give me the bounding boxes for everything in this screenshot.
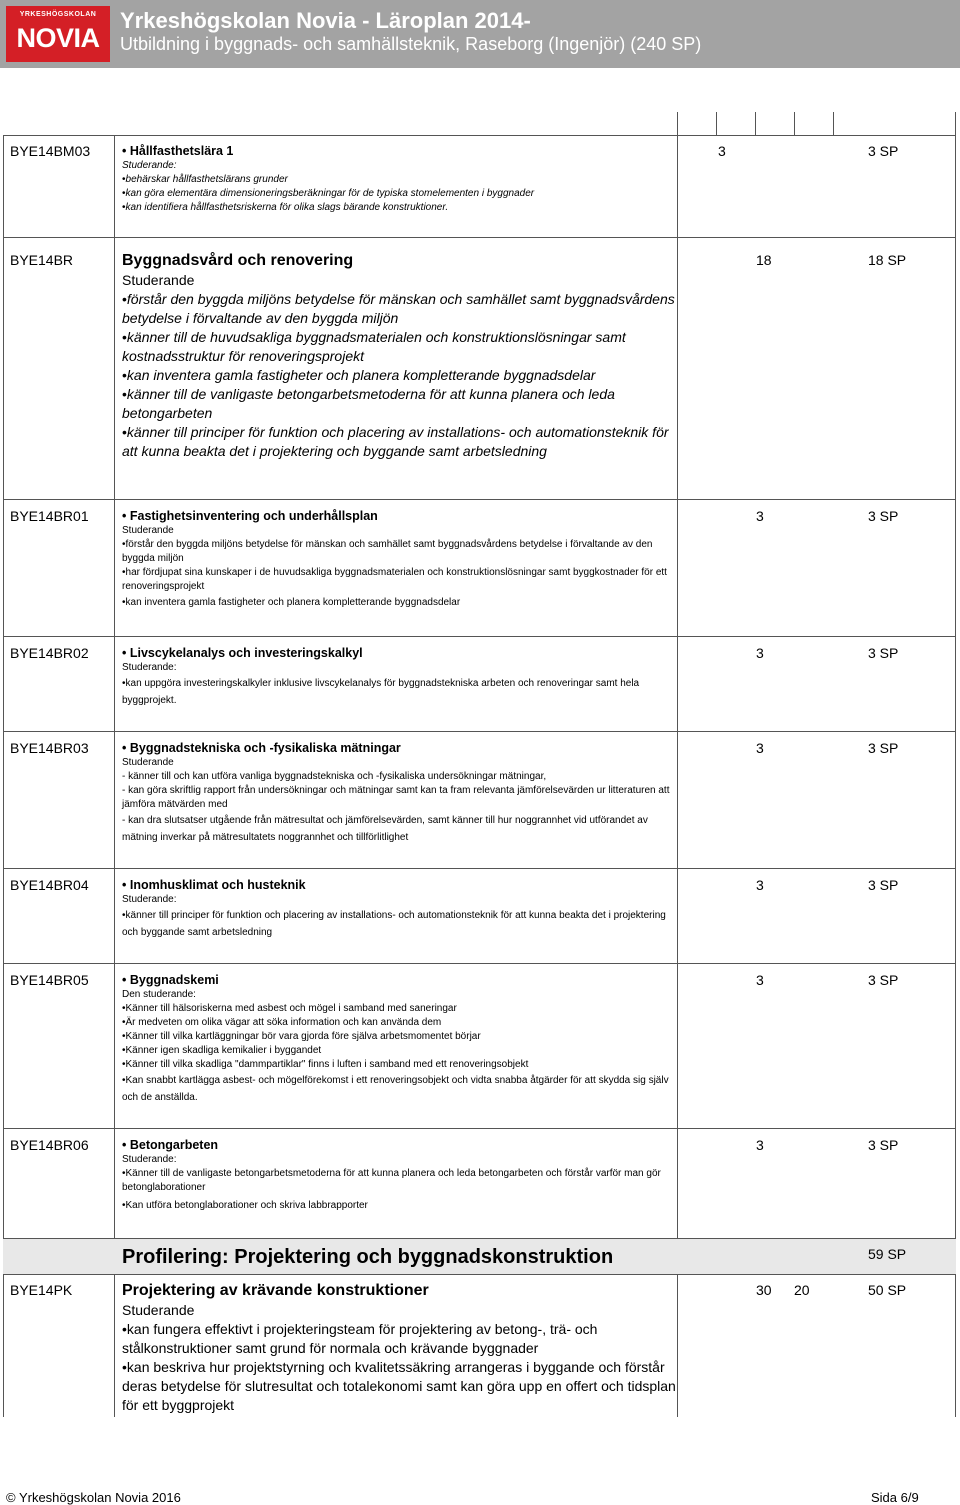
- course-title: Byggnadsvård och renovering: [122, 252, 354, 269]
- page-title: Yrkeshögskolan Novia - Läroplan 2014-: [120, 8, 531, 33]
- course-title: • Livscykelanalys och investeringskalkyl: [122, 645, 678, 661]
- learning-outcome: • Är medveten om olika vägar att söka information och kan använda dem: [122, 1016, 678, 1030]
- table-top-tick-6: [955, 112, 956, 136]
- course-description: [122, 143, 678, 215]
- credits-column-1: 3: [756, 740, 764, 756]
- course-code: BYE14BR06: [10, 1137, 89, 1153]
- learning-outcome: • kan inventera gamla fastigheter och planera kompletterande byggnadsdelar: [122, 366, 678, 385]
- credits-column-1: 3: [756, 508, 764, 524]
- learning-outcome: • Kan utföra betonglaborationer och skriva labbrapporter: [122, 1199, 678, 1213]
- learning-outcome: • känner till de vanligaste betongarbetsmetoderna för att kunna planera och leda betongarbeten: [122, 385, 678, 423]
- footer-copyright: © Yrkeshögskolan Novia 2016: [6, 1490, 181, 1505]
- row-divider: [3, 963, 956, 964]
- learning-outcome: • känner till de huvudsakliga byggnadsmaterialen och konstruktionslösningar samt kostnadsstruktur för renoveringsprojekt: [122, 328, 678, 366]
- course-description: [122, 251, 678, 461]
- course-title: • Betongarbeten: [122, 1137, 678, 1153]
- learning-outcome: • förstår den byggda miljöns betydelse för mänskan och samhället samt byggnadsvårdens betydelse i förvaltande av den byggda miljön: [122, 290, 678, 328]
- credits-column-1: 3: [756, 1137, 764, 1153]
- table-top-tick-2: [716, 112, 717, 136]
- page-subtitle: Utbildning i byggnads- och samhällsteknik, Raseborg (Ingenjör) (240 SP): [120, 34, 702, 54]
- learning-outcome: • Känner till hälsoriskerna med asbest och mögel i samband med saneringar: [122, 1002, 678, 1016]
- course-label: Den studerande:: [122, 989, 196, 1000]
- credits-total: 50 SP: [868, 1282, 907, 1298]
- table-top-tick-4: [794, 112, 795, 136]
- table-top-tick-3: [755, 112, 756, 136]
- course-code: BYE14PK: [10, 1282, 73, 1298]
- row-divider: [3, 731, 956, 732]
- course-label: Studerande:: [122, 662, 177, 673]
- course-code: BYE14BM03: [10, 143, 91, 159]
- course-label: Studerande:: [122, 894, 177, 905]
- course-title: • Hållfasthetslära 1: [122, 143, 678, 159]
- document-header: [0, 0, 960, 68]
- learning-outcome: • Kan snabbt kartlägga asbest- och mögelförekomst i ett renoveringsobjekt och vidta snabba åtgärder för att skydda sig själv och de anställda.: [122, 1072, 678, 1106]
- learning-outcome: - känner till och kan utföra vanliga byggnadstekniska och -fysikaliska undersökningar mätningar,: [122, 771, 547, 782]
- credits-total: 3 SP: [868, 645, 899, 661]
- row-divider: [3, 237, 956, 238]
- table-right-border: [955, 135, 956, 1417]
- course-description: [122, 1137, 678, 1213]
- credits-total: 18 SP: [868, 252, 907, 268]
- learning-outcome: • Känner igen skadliga kemikalier i byggandet: [122, 1044, 678, 1058]
- credits-column-1: 3: [756, 645, 764, 661]
- learning-outcome: • Känner till de vanligaste betongarbetsmetoderna för att kunna planera och leda betongarbeten och förstår varför man gör betonglaborationer: [122, 1167, 678, 1195]
- logo-big-text: NOVIA: [16, 23, 100, 53]
- course-code: BYE14BR04: [10, 877, 89, 893]
- learning-outcome: • kan identifiera hållfasthetsriskerna för olika slags bärande konstruktioner.: [122, 201, 678, 215]
- learning-outcome: • behärskar hållfasthetslärans grunder: [122, 173, 678, 187]
- learning-outcome: • Känner till vilka kartläggningar bör vara gjorda före själva arbetsmomentet börjar: [122, 1030, 678, 1044]
- row-divider: [3, 1238, 956, 1239]
- learning-outcome: • kan fungera effektivt i projekteringsteam för projektering av betong-, trä- och stålkonstruktioner samt grund för normala och krävande byggnader: [122, 1320, 678, 1358]
- course-label: Studerande: [122, 525, 174, 536]
- course-label: Studerande: [122, 1302, 195, 1318]
- course-code: BYE14BR03: [10, 740, 89, 756]
- credits-total: 3 SP: [868, 877, 899, 893]
- credits-total: 3 SP: [868, 740, 899, 756]
- credits-column-1: 30: [756, 1282, 772, 1298]
- course-code: BYE14BR02: [10, 645, 89, 661]
- row-divider: [3, 868, 956, 869]
- credits-total: 3 SP: [868, 508, 899, 524]
- credits-column-1: 18: [756, 252, 772, 268]
- course-label: Studerande: [122, 757, 174, 768]
- row-divider: [3, 1128, 956, 1129]
- learning-outcome: • har fördjupat sina kunskaper i de huvudsakliga byggnadsmaterialen och konstruktionslösningar samt byggkostnader för ett renoveringsprojekt: [122, 566, 678, 594]
- learning-outcome: • kan beskriva hur projektstyrning och kvalitetssäkring arrangeras i byggande och förstår deras betydelse för slutresultat och totalekonomi samt kan göra upp en offert och tidsplan för ett byggprojekt: [122, 1358, 678, 1415]
- course-label: Studerande: [122, 272, 195, 288]
- row-divider: [3, 135, 956, 136]
- learning-outcome: • kan göra elementära dimensioneringsberäkningar för de typiska stomelementen i byggnader: [122, 187, 678, 201]
- credits-total: 3 SP: [868, 972, 899, 988]
- row-divider: [3, 636, 956, 637]
- course-description: [122, 508, 678, 610]
- course-label: Studerande:: [122, 1154, 177, 1165]
- learning-outcome: - kan göra skriftlig rapport från undersökningar och mätningar samt kan ta fram relevanta jämförelsevärden ur litteraturen att jämföra mätvärden med: [122, 785, 670, 810]
- learning-outcome: • förstår den byggda miljöns betydelse för mänskan och samhället samt byggnadsvårdens betydelse i förvaltande av den byggda miljön: [122, 538, 678, 566]
- course-title: • Fastighetsinventering och underhållsplan: [122, 508, 678, 524]
- table-top-left-tick: [677, 112, 678, 136]
- credits-column-2: 20: [794, 1282, 810, 1298]
- row-divider: [3, 499, 956, 500]
- course-code: BYE14BR: [10, 252, 74, 268]
- course-title: • Byggnadstekniska och -fysikaliska mätningar: [122, 740, 678, 756]
- page-number: Sida 6/9: [871, 1490, 919, 1505]
- credits-total: 3 SP: [868, 1137, 899, 1153]
- logo-small-text: YRKESHÖGSKOLAN: [19, 11, 97, 18]
- course-title: Projektering av krävande konstruktioner: [122, 1282, 429, 1299]
- credits-column-1: 3: [756, 877, 764, 893]
- course-code: BYE14BR05: [10, 972, 89, 988]
- table-top-tick-5: [833, 112, 834, 136]
- credits-column-1: 3: [718, 143, 726, 159]
- learning-outcome: • kan uppgöra investeringskalkyler inklusive livscykelanalys för byggnadstekniska arbeten och renoveringar samt hela byggprojekt.: [122, 675, 678, 709]
- learning-outcome: • känner till principer för funktion och placering av installations- och automationsteknik för att kunna beakta det i projektering och byggande samt arbetsledning: [122, 907, 678, 941]
- course-description: [122, 740, 678, 846]
- table-left-border: [3, 135, 4, 1417]
- course-description: [122, 645, 678, 709]
- course-label: Studerande:: [122, 160, 177, 171]
- learning-outcome: • Känner till vilka skadliga "dammpartiklar" finns i luften i samband med ett renoveringsobjekt: [122, 1058, 678, 1072]
- novia-logo: [6, 6, 110, 62]
- course-description: [122, 972, 678, 1106]
- course-code: BYE14BR01: [10, 508, 89, 524]
- learning-outcome: • känner till principer för funktion och placering av installations- och automationsteknik för att kunna beakta det i projektering och byggande samt arbetsledning: [122, 423, 678, 461]
- course-description: [122, 877, 678, 941]
- course-title: • Inomhusklimat och husteknik: [122, 877, 678, 893]
- course-title: • Byggnadskemi: [122, 972, 678, 988]
- profilering-title: Profilering: Projektering och byggnadskonstruktion: [122, 1246, 614, 1268]
- learning-outcome: • kan inventera gamla fastigheter och planera kompletterande byggnadsdelar: [122, 596, 678, 610]
- row-divider: [3, 1274, 956, 1275]
- code-column-border: [114, 135, 115, 1417]
- learning-outcome: - kan dra slutsatser utgående från mätresultat och jämförelsevärden, samt känner till hur noggrannhet vid utförandet av mätning inverkar på mätresultatets noggrannhet och tillförlitlighet: [122, 815, 648, 843]
- credits-total: 3 SP: [868, 143, 899, 159]
- course-description: [122, 1281, 678, 1415]
- credits-column-1: 3: [756, 972, 764, 988]
- profilering-credits: 59 SP: [868, 1246, 907, 1262]
